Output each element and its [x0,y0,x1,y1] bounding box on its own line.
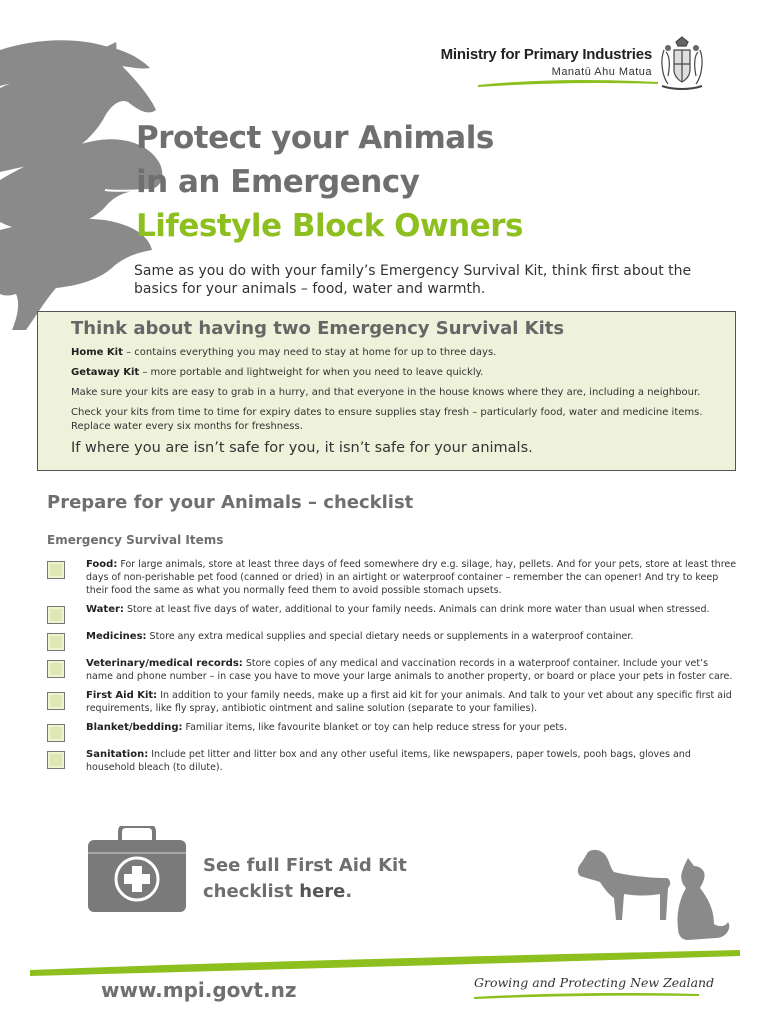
food-checkbox[interactable] [47,561,65,579]
item-description: Store any extra medical supplies and special dietary needs or supplements in a waterproof container. [146,631,634,642]
title-line-1: Protect your Animals [136,120,494,156]
getaway-kit-description: – more portable and lightweight for when you need to leave quickly. [139,367,484,378]
survival-kits-box [37,311,736,471]
checklist-item-text [86,721,567,734]
nz-coat-of-arms-icon [656,36,708,92]
ministry-name: Ministry for Primary Industries [440,46,652,63]
grab-kits-text: Make sure your kits are easy to grab in a hurry, and that everyone in the house knows where they are, including a neighbour. [71,387,701,398]
check-kits-text: Check your kits from time to time for expiry dates to ensure supplies stay fresh – particularly food, water and medicine items. Replace water every six months for freshness. [71,407,703,432]
checklist-item-text [86,558,737,597]
safety-warning: If where you are isn’t safe for you, it isn’t safe for your animals. [71,440,533,456]
checklist [47,558,737,780]
checklist-item-text [86,630,633,643]
checklist-item-medicines [47,630,737,651]
checklist-item-food [47,558,737,597]
first-aid-line-1: See full First Aid Kit [203,855,407,876]
item-label: First Aid Kit: [86,690,158,701]
item-label: Medicines: [86,631,147,642]
intro-paragraph: Same as you do with your family’s Emergency Survival Kit, think first about the basics for your animals – food, water and warmth. [134,263,692,297]
kits-heading: Think about having two Emergency Survival Kits [71,318,565,339]
checklist-item-bedding [47,721,737,742]
checklist-item-text [86,689,737,715]
checklist-item-text [86,603,710,616]
first-aid-prefix: checklist [203,881,300,902]
checklist-item-water [47,603,737,624]
first-aid-checklist-text [203,853,407,905]
bedding-checkbox[interactable] [47,724,65,742]
first-aid-here-link[interactable]: here [299,881,346,902]
getaway-kit-label: Getaway Kit [71,367,140,378]
checklist-item-text [86,748,737,774]
first-aid-kit-icon [86,826,188,914]
first-aid-line-2 [203,879,407,905]
item-description: Familiar items, like favourite blanket or toy can help reduce stress for your pets. [182,722,568,733]
item-description: Include pet litter and litter box and any other useful items, like newspapers, paper towels, pooh bags, gloves and household bleach (to dilute). [86,749,691,773]
item-label: Food: [86,559,118,570]
brand-swoosh-icon [478,77,658,87]
item-label: Sanitation: [86,749,149,760]
item-description: For large animals, store at least three days of feed somewhere dry e.g. silage, hay, pellets. And for your pets, store at least three days of non-perishable pet food (canned or dried) in an airtight or waterproof container – remember the can opener! And try to keep their food the same as what you normally feed them to avoid possible stomach upsets. [86,559,737,596]
title-line-2: in an Emergency [136,164,420,200]
item-description: In addition to your family needs, make up a first aid kit for your animals. And talk to your vet about any specific first aid requirements, like fly spray, antibiotic ointment and saline solution (separate to your families). [86,690,732,714]
records-checkbox[interactable] [47,660,65,678]
page-title [136,116,523,248]
checklist-item-first-aid [47,689,737,715]
ministry-maori-name: Manatū Ahu Matua [551,66,652,78]
footer-tagline: Growing and Protecting New Zealand [474,975,715,990]
item-description: Store copies of any medical and vaccination records in a waterproof container. Include your vet’s name and phone number – in case you have to move your large animals to another property, or board or place your pets in foster care. [86,658,733,682]
tagline-swoosh-icon [474,991,699,999]
item-label: Blanket/bedding: [86,722,183,733]
item-label: Water: [86,604,124,615]
home-kit-label: Home Kit [71,347,123,358]
checklist-item-text [86,657,737,683]
footer-swoosh-icon [30,936,740,976]
item-label: Veterinary/medical records: [86,658,243,669]
water-checkbox[interactable] [47,606,65,624]
first-aid-suffix: . [345,881,353,902]
checklist-heading: Prepare for your Animals – checklist [47,492,414,513]
home-kit-description: – contains everything you may need to stay at home for up to three days. [122,347,497,358]
checklist-subheading: Emergency Survival Items [47,533,224,547]
medicines-checkbox[interactable] [47,633,65,651]
checklist-item-records [47,657,737,683]
home-kit-text [71,346,723,360]
website-link[interactable]: www.mpi.govt.nz [101,978,297,1002]
ministry-brand [441,46,652,78]
first-aid-checkbox[interactable] [47,692,65,710]
sanitation-checkbox[interactable] [47,751,65,769]
checklist-item-sanitation [47,748,737,774]
title-subtitle: Lifestyle Block Owners [136,208,523,244]
getaway-kit-text [71,366,723,380]
item-description: Store at least five days of water, additional to your family needs. Animals can drink more water than usual when stressed. [123,604,710,615]
